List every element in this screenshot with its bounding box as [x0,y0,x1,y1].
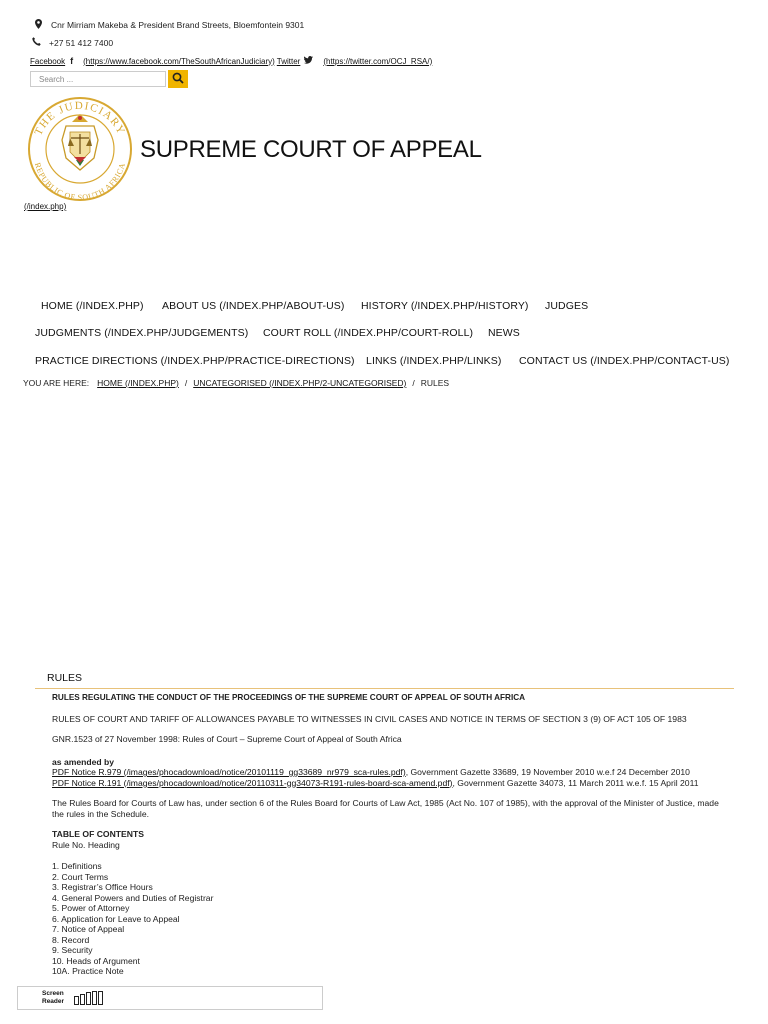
toc-item: 10A. Practice Note [52,966,124,976]
toc-item: 2. Court Terms [52,871,109,882]
facebook-icon: f [70,56,74,66]
svg-text:REPUBLIC OF SOUTH AFRICA: REPUBLIC OF SOUTH AFRICA [32,161,128,202]
nav-practice-directions[interactable]: PRACTICE DIRECTIONS (/INDEX.PHP/PRACTICE-DIRECTIONS) [35,355,355,367]
nav-judgments[interactable]: JUDGMENTS (/INDEX.PHP/JUDGEMENTS) [35,327,249,339]
article-title: RULES [47,672,83,684]
toc-item: 5. Power of Attorney [52,903,130,913]
map-marker-icon [33,19,43,31]
breadcrumb-uncategorised[interactable]: UNCATEGORISED (/INDEX.PHP/2-UNCATEGORISED) [193,378,407,388]
phone-line [31,37,113,48]
notice-2-text: , Government Gazette 34073, 11 March 2011 w.e.f. 15 April 2011 [452,777,699,788]
breadcrumb-label: YOU ARE HERE: [23,378,90,388]
nav-contact-us[interactable]: CONTACT US (/INDEX.PHP/CONTACT-US) [519,355,730,367]
search-button[interactable] [168,70,188,88]
notice-1-link[interactable]: PDF Notice R.979 (/images/phocadownload/notice/20101119_gg33689_nr979_sca-rules.pdf) [52,767,406,777]
breadcrumb-home[interactable]: HOME (/INDEX.PHP) [97,378,179,388]
notice-2 [52,778,727,789]
address-line [33,19,304,31]
nav-history[interactable]: HISTORY (/INDEX.PHP/HISTORY) [361,300,529,312]
twitter-icon [304,56,313,66]
sr-control-icon[interactable] [92,991,97,1005]
judiciary-logo[interactable] [24,96,136,202]
nav-judges[interactable]: JUDGES [545,300,589,312]
toc-item: 6. Application for Leave to Appeal [52,913,180,924]
screen-reader-label: Screen Reader [42,990,65,1005]
breadcrumb [23,378,449,388]
nav-home[interactable]: HOME (/INDEX.PHP) [41,300,144,312]
twitter-url-link[interactable]: (https://twitter.com/OCJ_RSA/) [323,56,433,66]
breadcrumb-separator: / [184,378,188,388]
sr-control-icon[interactable] [86,992,91,1005]
nav-links[interactable]: LINKS (/INDEX.PHP/LINKS) [366,355,502,367]
toc-item: 9. Security [52,945,93,955]
toc-item: 4. General Powers and Duties of Registrar [52,892,214,903]
search-icon [172,72,184,87]
svg-text:THE JUDICIARY: THE JUDICIARY [32,99,128,138]
sr-control-icon[interactable] [74,996,79,1005]
logo-home-link[interactable]: (/index.php) [24,202,67,211]
toc-header: Rule No. Heading [52,839,120,850]
screen-reader-controls [74,991,103,1005]
search-input[interactable] [30,71,166,87]
notice-1-text: , Government Gazette 33689, 19 November 2010 w.e.f 24 December 2010 [405,767,690,777]
facebook-url-link[interactable]: (https://www.facebook.com/TheSouthAfricanJudiciary) [83,56,275,66]
notice-2-link[interactable]: PDF Notice R.191 (/images/phocadownload/notice/20110311-gg34073-R191-rules-board-sca-amend.pdf) [52,777,453,788]
judiciary-seal-icon [24,96,136,202]
facebook-link[interactable]: Facebook [30,56,66,66]
sr-control-icon[interactable] [80,994,85,1005]
toc-item: 7. Notice of Appeal [52,924,125,934]
article-heading: RULES REGULATING THE CONDUCT OF THE PROCEEDINGS OF THE SUPREME COURT OF APPEAL OF SOUTH AFRICA [52,693,526,702]
address-text: Cnr Mirriam Makeba & President Brand Streets, Bloemfontein 9301 [51,20,305,30]
amended-label: as amended by [52,756,115,767]
toc-item: 10. Heads of Argument [52,955,140,966]
notice-1 [52,767,727,778]
title-divider [35,688,734,689]
breadcrumb-separator: / [412,378,415,388]
toc-item: 1. Definitions [52,861,102,871]
search-bar [30,70,188,88]
article-para-3: The Rules Board for Courts of Law has, under section 6 of the Rules Board for Courts of Law Act, 1985 (Act No. 107 of 1985), with the approval of the Minister of Justice, made the rules in the Schedule. [52,798,719,819]
site-title[interactable]: SUPREME COURT OF APPEAL [140,136,482,163]
twitter-link[interactable]: Twitter [276,56,301,66]
sr-control-icon[interactable] [98,991,103,1005]
nav-news[interactable]: NEWS [488,327,520,339]
toc-title: TABLE OF CONTENTS [52,829,144,839]
toc-item: 3. Registrar’s Office Hours [52,882,153,892]
article-para-2: GNR.1523 of 27 November 1998: Rules of Court – Supreme Court of Appeal of South Africa [52,734,402,744]
phone-icon [31,37,41,48]
nav-court-roll[interactable]: COURT ROLL (/INDEX.PHP/COURT-ROLL) [263,327,474,339]
article-body [52,693,727,977]
toc-item: 8. Record [52,934,90,945]
breadcrumb-current: RULES [420,378,450,388]
nav-about-us[interactable]: ABOUT US (/INDEX.PHP/ABOUT-US) [162,300,345,312]
screen-reader-widget[interactable] [17,986,323,1010]
social-links [30,56,432,66]
phone-text: +27 51 412 7400 [49,37,114,48]
toc-list [52,861,727,977]
article-para-1: RULES OF COURT AND TARIFF OF ALLOWANCES PAYABLE TO WITNESSES IN CIVIL CASES AND NOTICE IN TERMS OF SECTION 3 (9) OF ACT 105 OF 1983 [52,713,687,724]
